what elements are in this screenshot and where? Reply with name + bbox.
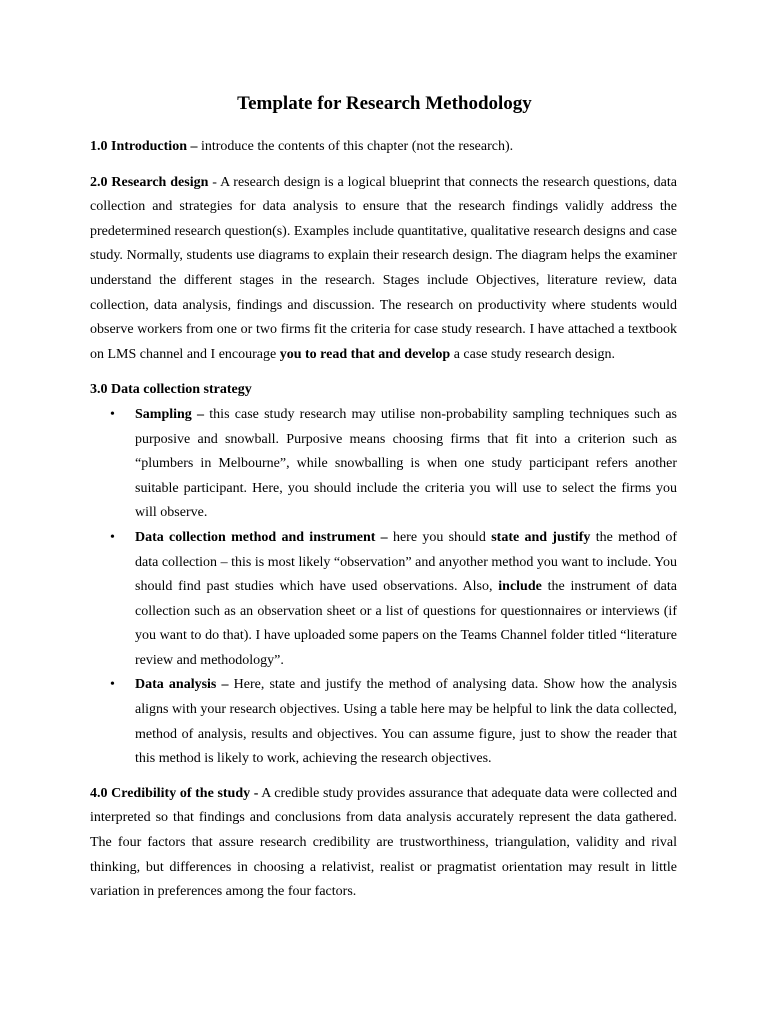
emphasis-state-and-justify: state and justify: [491, 529, 591, 545]
section-text-introduction: introduce the contents of this chapter (not the research).: [197, 139, 514, 154]
section-text-research-design: - A research design is a logical blueprint that connects the research questions, data collection and strategies for data analysis to ensure that the research findings validly address the predetermined research question(s). Examples include quantitative, qualitative research designs and case study. Normally, students use diagrams to explain their research design. The diagram helps the examiner understand the different stages in the research. Stages include Objectives, literature review, data collection, data analysis, findings and discussion. The research on productivity where students would observe workers from one or two firms fit the criteria for case study research. I have attached a textbook on LMS channel and I encourage: [90, 174, 677, 362]
list-item-text-method-instrument-2: the method of data collection – this is most likely “observation” and anyother method you want to include. You should find past studies which have used observations. Also,: [135, 529, 677, 595]
emphasis-include: include: [498, 579, 542, 595]
list-item-method-instrument: [90, 526, 677, 674]
section-research-design: [90, 171, 677, 368]
list-item-data-analysis: [90, 673, 677, 771]
section-text-research-design-end: a case study research design.: [450, 346, 616, 362]
list-item-text-method-instrument: here you should: [387, 529, 492, 545]
list-item-text-data-analysis: Here, state and justify the method of analysing data. Show how the analysis aligns with your research objectives. Using a table here may be helpful to link the data collected, method of analysis, results and objectives. You can assume figure, just to show the reader that this method is likely to work, achieving the research objectives.: [135, 677, 678, 767]
list-item-text-method-instrument-3: the instrument of data collection such as an observation sheet or a list of questions for questionnaires or interviews (if you want to do that). I have uploaded some papers on the Teams Channel folder titled “literature review and methodology”.: [135, 579, 678, 668]
section-text-credibility: A credible study provides assurance that adequate data were collected and interpreted so that findings and conclusions from data analysis accurately represent the data gathered. The four factors that assure research credibility are trustworthiness, triangulation, validity and rival thinking, but differences in choosing a relativist, realist or pragmatist orientation may result in little variation in preferences among the four factors.: [90, 785, 678, 900]
bullet-icon: •: [110, 677, 115, 693]
document-title: Template for Research Methodology: [237, 93, 532, 114]
list-item-label-method-instrument: Data collection method and instrument –: [135, 529, 388, 545]
data-collection-list: [90, 403, 677, 772]
emphasis-read-and-develop: you to read that and develop: [279, 346, 451, 362]
bullet-icon: •: [110, 529, 115, 545]
section-introduction: [90, 135, 677, 160]
section-heading-research-design: 2.0 Research design: [90, 174, 209, 190]
section-credibility: [90, 782, 677, 905]
section-heading-data-collection: 3.0 Data collection strategy: [90, 382, 252, 398]
list-item-text-sampling: this case study research may utilise non-probability sampling techniques such as purposive and snowball. Purposive means choosing firms that fit into a criterion such as “plumbers in Melbourne”, while snowballing is when one study participant refers another suitable participant. Here, you should include the criteria you will use to select the firms you will observe.: [135, 406, 677, 521]
section-heading-credibility: 4.0 Credibility of the study -: [90, 785, 259, 801]
list-item-label-data-analysis: Data analysis –: [135, 677, 229, 693]
bullet-icon: •: [110, 406, 115, 422]
list-item-label-sampling: Sampling –: [135, 406, 205, 422]
list-item-sampling: [90, 403, 677, 526]
section-heading-introduction: 1.0 Introduction –: [90, 139, 198, 154]
